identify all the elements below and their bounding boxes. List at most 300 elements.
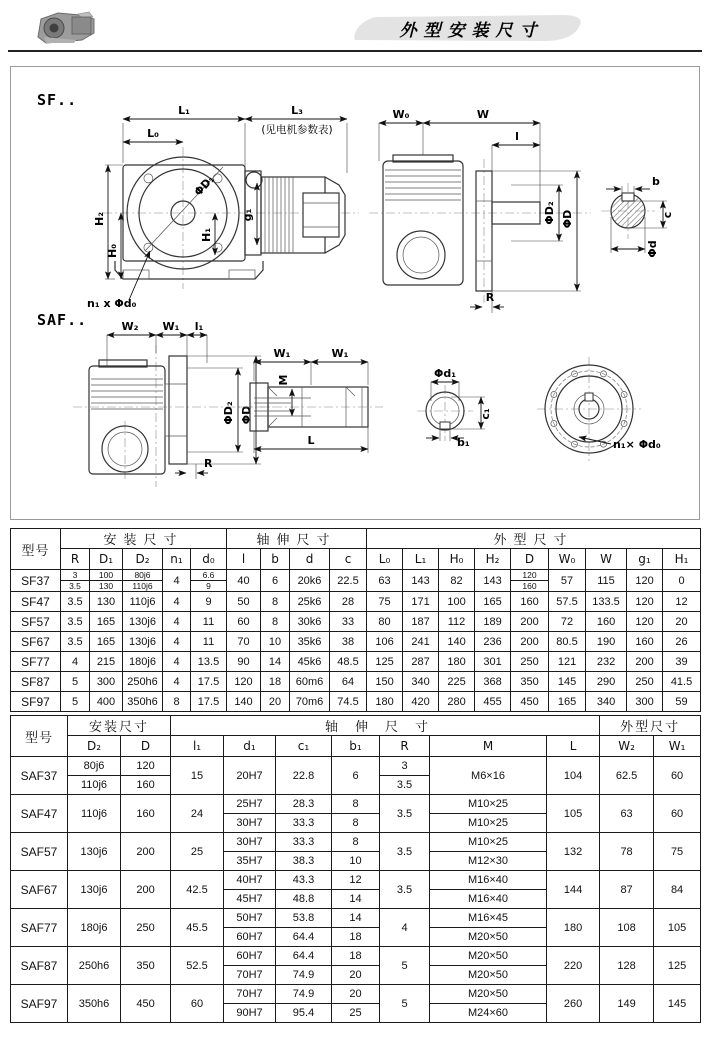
value-cell: 350h6 (123, 692, 163, 712)
value-cell: 400 (90, 692, 123, 712)
value-cell: 120 (627, 612, 663, 632)
value-cell: 60 (227, 612, 261, 632)
model-cell: SAF67 (11, 871, 68, 909)
value-cell: 30H7 (224, 814, 276, 833)
column-header: W₀ (549, 549, 586, 570)
value-cell: 62.5 (600, 757, 654, 795)
saf-table-header (11, 716, 701, 757)
saf-dimensions-table (10, 715, 701, 1023)
value-cell: 70 (227, 632, 261, 652)
value-cell: 180 (439, 652, 475, 672)
value-cell: 10 (261, 632, 290, 652)
split-cell (511, 570, 549, 592)
value-cell: 301 (475, 652, 511, 672)
group-header: 轴伸尺寸 (171, 716, 600, 736)
value-cell: 3.5 (61, 612, 90, 632)
value-cell: 290 (586, 672, 627, 692)
value-cell: 187 (403, 612, 439, 632)
value-cell: 53.8 (276, 909, 332, 928)
value-cell: 171 (403, 592, 439, 612)
split-value: 9 (191, 580, 226, 591)
split-cell (90, 570, 123, 592)
split-value: 120 (522, 570, 537, 580)
value-cell: 350 (121, 947, 171, 985)
value-cell: 48.8 (276, 890, 332, 909)
value-cell: 22.8 (276, 757, 332, 795)
dim-label-b: b (652, 175, 660, 188)
value-cell: 300 (90, 672, 123, 692)
table-row (11, 757, 701, 776)
value-cell: 64.4 (276, 928, 332, 947)
value-cell: 3.5 (61, 592, 90, 612)
saf-front-view (73, 320, 273, 487)
dim-label-L1: L₁ (178, 104, 190, 117)
value-cell: 180j6 (68, 909, 121, 947)
value-cell: 20 (663, 612, 701, 632)
value-cell: 14 (332, 909, 380, 928)
split-value: 3 (72, 570, 78, 580)
value-cell: 4 (163, 632, 191, 652)
value-cell: 140 (227, 692, 261, 712)
value-cell: 45H7 (224, 890, 276, 909)
value-cell: 4 (163, 672, 191, 692)
saf-table-body (11, 757, 701, 1023)
value-cell: 84 (654, 871, 701, 909)
page-title-banner (348, 12, 588, 44)
value-cell: 190 (586, 632, 627, 652)
value-cell: 87 (600, 871, 654, 909)
value-cell: 74.9 (276, 985, 332, 1004)
model-column-header: 型号 (11, 529, 61, 570)
value-cell: 215 (90, 652, 123, 672)
value-cell: 8 (261, 592, 290, 612)
split-cell (123, 570, 163, 592)
value-cell: 20 (261, 692, 290, 712)
value-cell: 112 (439, 612, 475, 632)
value-cell: M6×16 (430, 757, 547, 795)
value-cell: 145 (549, 672, 586, 692)
value-cell: 59 (663, 692, 701, 712)
table-row (11, 592, 701, 612)
value-cell: 40 (227, 570, 261, 592)
value-cell: 160 (627, 632, 663, 652)
value-cell: 132 (547, 833, 600, 871)
value-cell: 225 (439, 672, 475, 692)
value-cell: 33.3 (276, 814, 332, 833)
value-cell: 75 (367, 592, 403, 612)
dim-label-R-saf: R (204, 457, 213, 470)
model-cell: SF67 (11, 632, 61, 652)
value-cell: 4 (163, 592, 191, 612)
value-cell: 350h6 (68, 985, 121, 1023)
value-cell: 5 (380, 947, 430, 985)
value-cell: 18 (332, 947, 380, 966)
value-cell: 120 (121, 757, 171, 776)
value-cell: 144 (547, 871, 600, 909)
value-cell: 450 (511, 692, 549, 712)
value-cell: 64 (330, 672, 367, 692)
column-header: d₀ (191, 549, 227, 570)
value-cell: 95.4 (276, 1004, 332, 1023)
split-cell (191, 570, 227, 592)
value-cell: 200 (121, 871, 171, 909)
value-cell: 70m6 (290, 692, 330, 712)
model-cell: SF77 (11, 652, 61, 672)
value-cell: 13.5 (191, 652, 227, 672)
column-header: l₁ (171, 736, 224, 757)
page-title: 外型安装尺寸 (399, 20, 544, 41)
value-cell: 60m6 (290, 672, 330, 692)
value-cell: 220 (547, 947, 600, 985)
value-cell: 39 (663, 652, 701, 672)
value-cell: 165 (475, 592, 511, 612)
model-cell: SAF77 (11, 909, 68, 947)
group-header: 轴伸尺寸 (227, 529, 367, 549)
value-cell: 133.5 (586, 592, 627, 612)
value-cell: 43.3 (276, 871, 332, 890)
value-cell: 150 (367, 672, 403, 692)
value-cell: 14 (332, 890, 380, 909)
split-cell (61, 570, 90, 592)
dim-label-W1-right: W₁ (331, 347, 349, 360)
dim-label-L0: L₀ (147, 127, 159, 140)
column-header: W₁ (654, 736, 701, 757)
value-cell: 450 (121, 985, 171, 1023)
value-cell: 250h6 (68, 947, 121, 985)
saf-series-label: SAF.. (37, 311, 88, 329)
value-cell: 12 (332, 871, 380, 890)
value-cell: 5 (61, 692, 90, 712)
group-header: 外型尺寸 (367, 529, 701, 549)
value-cell: 241 (403, 632, 439, 652)
value-cell: 9 (191, 592, 227, 612)
dim-label-L: L (307, 434, 315, 447)
value-cell: 165 (549, 692, 586, 712)
value-cell: 57.5 (549, 592, 586, 612)
column-header: H₁ (663, 549, 701, 570)
value-cell: 236 (475, 632, 511, 652)
column-header: L (547, 736, 600, 757)
column-header: g₁ (627, 549, 663, 570)
value-cell: 70H7 (224, 985, 276, 1004)
value-cell: 60H7 (224, 947, 276, 966)
value-cell: 18 (332, 928, 380, 947)
column-header: d₁ (224, 736, 276, 757)
value-cell: 121 (549, 652, 586, 672)
value-cell: M24×60 (430, 1004, 547, 1023)
column-header: R (61, 549, 90, 570)
dim-label-c: c (661, 211, 674, 219)
value-cell: 41.5 (663, 672, 701, 692)
value-cell: M16×40 (430, 871, 547, 890)
value-cell: 143 (403, 570, 439, 592)
value-cell: 82 (439, 570, 475, 592)
value-cell: M20×50 (430, 928, 547, 947)
column-header: n₁ (163, 549, 191, 570)
value-cell: 25H7 (224, 795, 276, 814)
value-cell: 200 (627, 652, 663, 672)
model-cell: SF37 (11, 570, 61, 592)
value-cell: 78 (600, 833, 654, 871)
model-cell: SF57 (11, 612, 61, 632)
value-cell: 180 (547, 909, 600, 947)
value-cell: 287 (403, 652, 439, 672)
dim-label-D2-saf: ΦD₂ (222, 401, 235, 425)
value-cell: M20×50 (430, 947, 547, 966)
value-cell: 35k6 (290, 632, 330, 652)
table-row (11, 612, 701, 632)
model-cell: SF47 (11, 592, 61, 612)
table-row (11, 871, 701, 890)
column-header: l (227, 549, 261, 570)
model-column-header: 型号 (11, 716, 68, 757)
saf-bore-section (417, 367, 492, 449)
value-cell: 52.5 (171, 947, 224, 985)
table-row (11, 833, 701, 852)
column-header: D₂ (68, 736, 121, 757)
model-cell: SF87 (11, 672, 61, 692)
column-header: D₁ (90, 549, 123, 570)
group-header: 安装尺寸 (68, 716, 171, 736)
value-cell: 48.5 (330, 652, 367, 672)
value-cell: 20 (332, 985, 380, 1004)
column-header: c₁ (276, 736, 332, 757)
value-cell: 25 (171, 833, 224, 871)
table-row (11, 692, 701, 712)
value-cell: 15 (171, 757, 224, 795)
value-cell: 160 (511, 592, 549, 612)
split-value: 100 (98, 570, 114, 580)
value-cell: 350 (511, 672, 549, 692)
dim-label-l: l (515, 130, 519, 143)
value-cell: 17.5 (191, 672, 227, 692)
sf-shaft-key-section (601, 175, 674, 258)
header-divider (8, 50, 702, 52)
value-cell: 368 (475, 672, 511, 692)
value-cell: 3.5 (380, 776, 430, 795)
split-value: 130 (90, 580, 122, 591)
motor-table-note: (见电机参数表) (261, 124, 333, 136)
dim-label-W: W (476, 108, 490, 121)
value-cell: 30k6 (290, 612, 330, 632)
value-cell: M10×25 (430, 814, 547, 833)
value-cell: 90 (227, 652, 261, 672)
value-cell: 8 (163, 692, 191, 712)
value-cell: 20H7 (224, 757, 276, 795)
column-header: H₀ (439, 549, 475, 570)
value-cell: 180j6 (123, 652, 163, 672)
split-value: 160 (511, 580, 548, 591)
value-cell: 38 (330, 632, 367, 652)
value-cell: M16×40 (430, 890, 547, 909)
value-cell: 20 (332, 966, 380, 985)
value-cell: 130j6 (123, 612, 163, 632)
value-cell: 6 (332, 757, 380, 795)
table-row (11, 985, 701, 1004)
value-cell: 180 (367, 692, 403, 712)
split-value: 3.5 (61, 580, 89, 591)
dim-label-W0: W₀ (392, 108, 410, 121)
dim-label-M: M (277, 374, 290, 386)
value-cell: 63 (367, 570, 403, 592)
value-cell: 60H7 (224, 928, 276, 947)
value-cell: 11 (191, 612, 227, 632)
value-cell: 74.5 (330, 692, 367, 712)
dim-label-n1d0-sf: n₁ x Φd₀ (87, 297, 137, 310)
value-cell: 11 (191, 632, 227, 652)
value-cell: 340 (586, 692, 627, 712)
model-cell: SAF47 (11, 795, 68, 833)
dim-label-d: Φd (646, 240, 659, 258)
value-cell: 108 (600, 909, 654, 947)
value-cell: 160 (121, 776, 171, 795)
model-cell: SAF37 (11, 757, 68, 795)
column-header: d (290, 549, 330, 570)
value-cell: 42.5 (171, 871, 224, 909)
group-header: 外型尺寸 (600, 716, 701, 736)
value-cell: 33.3 (276, 833, 332, 852)
value-cell: 232 (586, 652, 627, 672)
value-cell: 5 (61, 672, 90, 692)
value-cell: 3.5 (380, 871, 430, 909)
sf-table-body (11, 570, 701, 712)
model-cell: SF97 (11, 692, 61, 712)
value-cell: 130j6 (68, 833, 121, 871)
table-row (11, 632, 701, 652)
value-cell: 149 (600, 985, 654, 1023)
value-cell: 104 (547, 757, 600, 795)
value-cell: 189 (475, 612, 511, 632)
column-header: H₂ (475, 549, 511, 570)
dim-label-b1: b₁ (457, 436, 470, 449)
saf-hollow-shaft-view (239, 347, 383, 453)
value-cell: 165 (90, 632, 123, 652)
value-cell: 63 (600, 795, 654, 833)
column-header: W (586, 549, 627, 570)
sf-table-header (11, 529, 701, 570)
value-cell: 70H7 (224, 966, 276, 985)
dim-label-l1: l₁ (194, 320, 204, 333)
value-cell: 80.5 (549, 632, 586, 652)
column-header: b₁ (332, 736, 380, 757)
value-cell: 57 (549, 570, 586, 592)
value-cell: 33 (330, 612, 367, 632)
column-header: L₀ (367, 549, 403, 570)
dim-label-W2: W₂ (121, 320, 139, 333)
saf-flange-view (537, 357, 661, 461)
value-cell: 25k6 (290, 592, 330, 612)
value-cell: 26 (663, 632, 701, 652)
value-cell: 250h6 (123, 672, 163, 692)
value-cell: 130j6 (123, 632, 163, 652)
value-cell: 8 (261, 612, 290, 632)
dim-label-R-sf: R (485, 291, 495, 304)
value-cell: 0 (663, 570, 701, 592)
value-cell: 160 (586, 612, 627, 632)
value-cell: 80j6 (68, 757, 121, 776)
dim-label-g1: g₁ (241, 208, 254, 222)
value-cell: M12×30 (430, 852, 547, 871)
column-header: L₁ (403, 549, 439, 570)
value-cell: 28 (330, 592, 367, 612)
value-cell: 8 (332, 833, 380, 852)
column-header: R (380, 736, 430, 757)
value-cell: M20×50 (430, 985, 547, 1004)
model-cell: SAF57 (11, 833, 68, 871)
value-cell: 120 (227, 672, 261, 692)
value-cell: 105 (654, 909, 701, 947)
value-cell: 18 (261, 672, 290, 692)
column-header: c (330, 549, 367, 570)
value-cell: 20k6 (290, 570, 330, 592)
table-row (11, 652, 701, 672)
value-cell: 143 (475, 570, 511, 592)
value-cell: 110j6 (123, 592, 163, 612)
value-cell: 200 (511, 612, 549, 632)
value-cell: 110j6 (68, 795, 121, 833)
value-cell: 72 (549, 612, 586, 632)
value-cell: M20×50 (430, 966, 547, 985)
table-row (11, 570, 701, 592)
value-cell: 60 (171, 985, 224, 1023)
value-cell: 30H7 (224, 833, 276, 852)
value-cell: 40H7 (224, 871, 276, 890)
sf-dimensions-table (10, 528, 701, 712)
table-row (11, 672, 701, 692)
value-cell: 130 (90, 592, 123, 612)
value-cell: 200 (121, 833, 171, 871)
dim-label-W1: W₁ (162, 320, 180, 333)
value-cell: 250 (511, 652, 549, 672)
value-cell: 64.4 (276, 947, 332, 966)
value-cell: 60 (654, 795, 701, 833)
value-cell: 4 (163, 652, 191, 672)
value-cell: M10×25 (430, 833, 547, 852)
split-value: 6.6 (202, 570, 215, 580)
dim-label-H0: H₀ (106, 243, 119, 259)
value-cell: 6 (261, 570, 290, 592)
table-row (11, 947, 701, 966)
dim-label-D-saf: ΦD (240, 405, 253, 425)
sf-series-label: SF.. (37, 91, 78, 109)
column-header: M (430, 736, 547, 757)
split-value: 80j6 (134, 570, 151, 580)
value-cell: 128 (600, 947, 654, 985)
value-cell: 50 (227, 592, 261, 612)
split-value: 110j6 (123, 580, 162, 591)
value-cell: M10×25 (430, 795, 547, 814)
value-cell: 5 (380, 985, 430, 1023)
value-cell: 10 (332, 852, 380, 871)
value-cell: 4 (163, 612, 191, 632)
value-cell: 25 (332, 1004, 380, 1023)
value-cell: 4 (61, 652, 90, 672)
model-cell: SAF87 (11, 947, 68, 985)
value-cell: 105 (547, 795, 600, 833)
value-cell: 50H7 (224, 909, 276, 928)
value-cell: 28.3 (276, 795, 332, 814)
value-cell: 200 (511, 632, 549, 652)
value-cell: 3 (380, 757, 430, 776)
value-cell: 100 (439, 592, 475, 612)
dim-label-D-sf: ΦD (561, 209, 574, 229)
value-cell: 140 (439, 632, 475, 652)
group-header: 安装尺寸 (61, 529, 227, 549)
dim-label-d1: Φd₁ (433, 367, 457, 380)
dim-label-H2: H₂ (93, 211, 106, 227)
value-cell: 45k6 (290, 652, 330, 672)
sf-front-view (87, 104, 359, 310)
